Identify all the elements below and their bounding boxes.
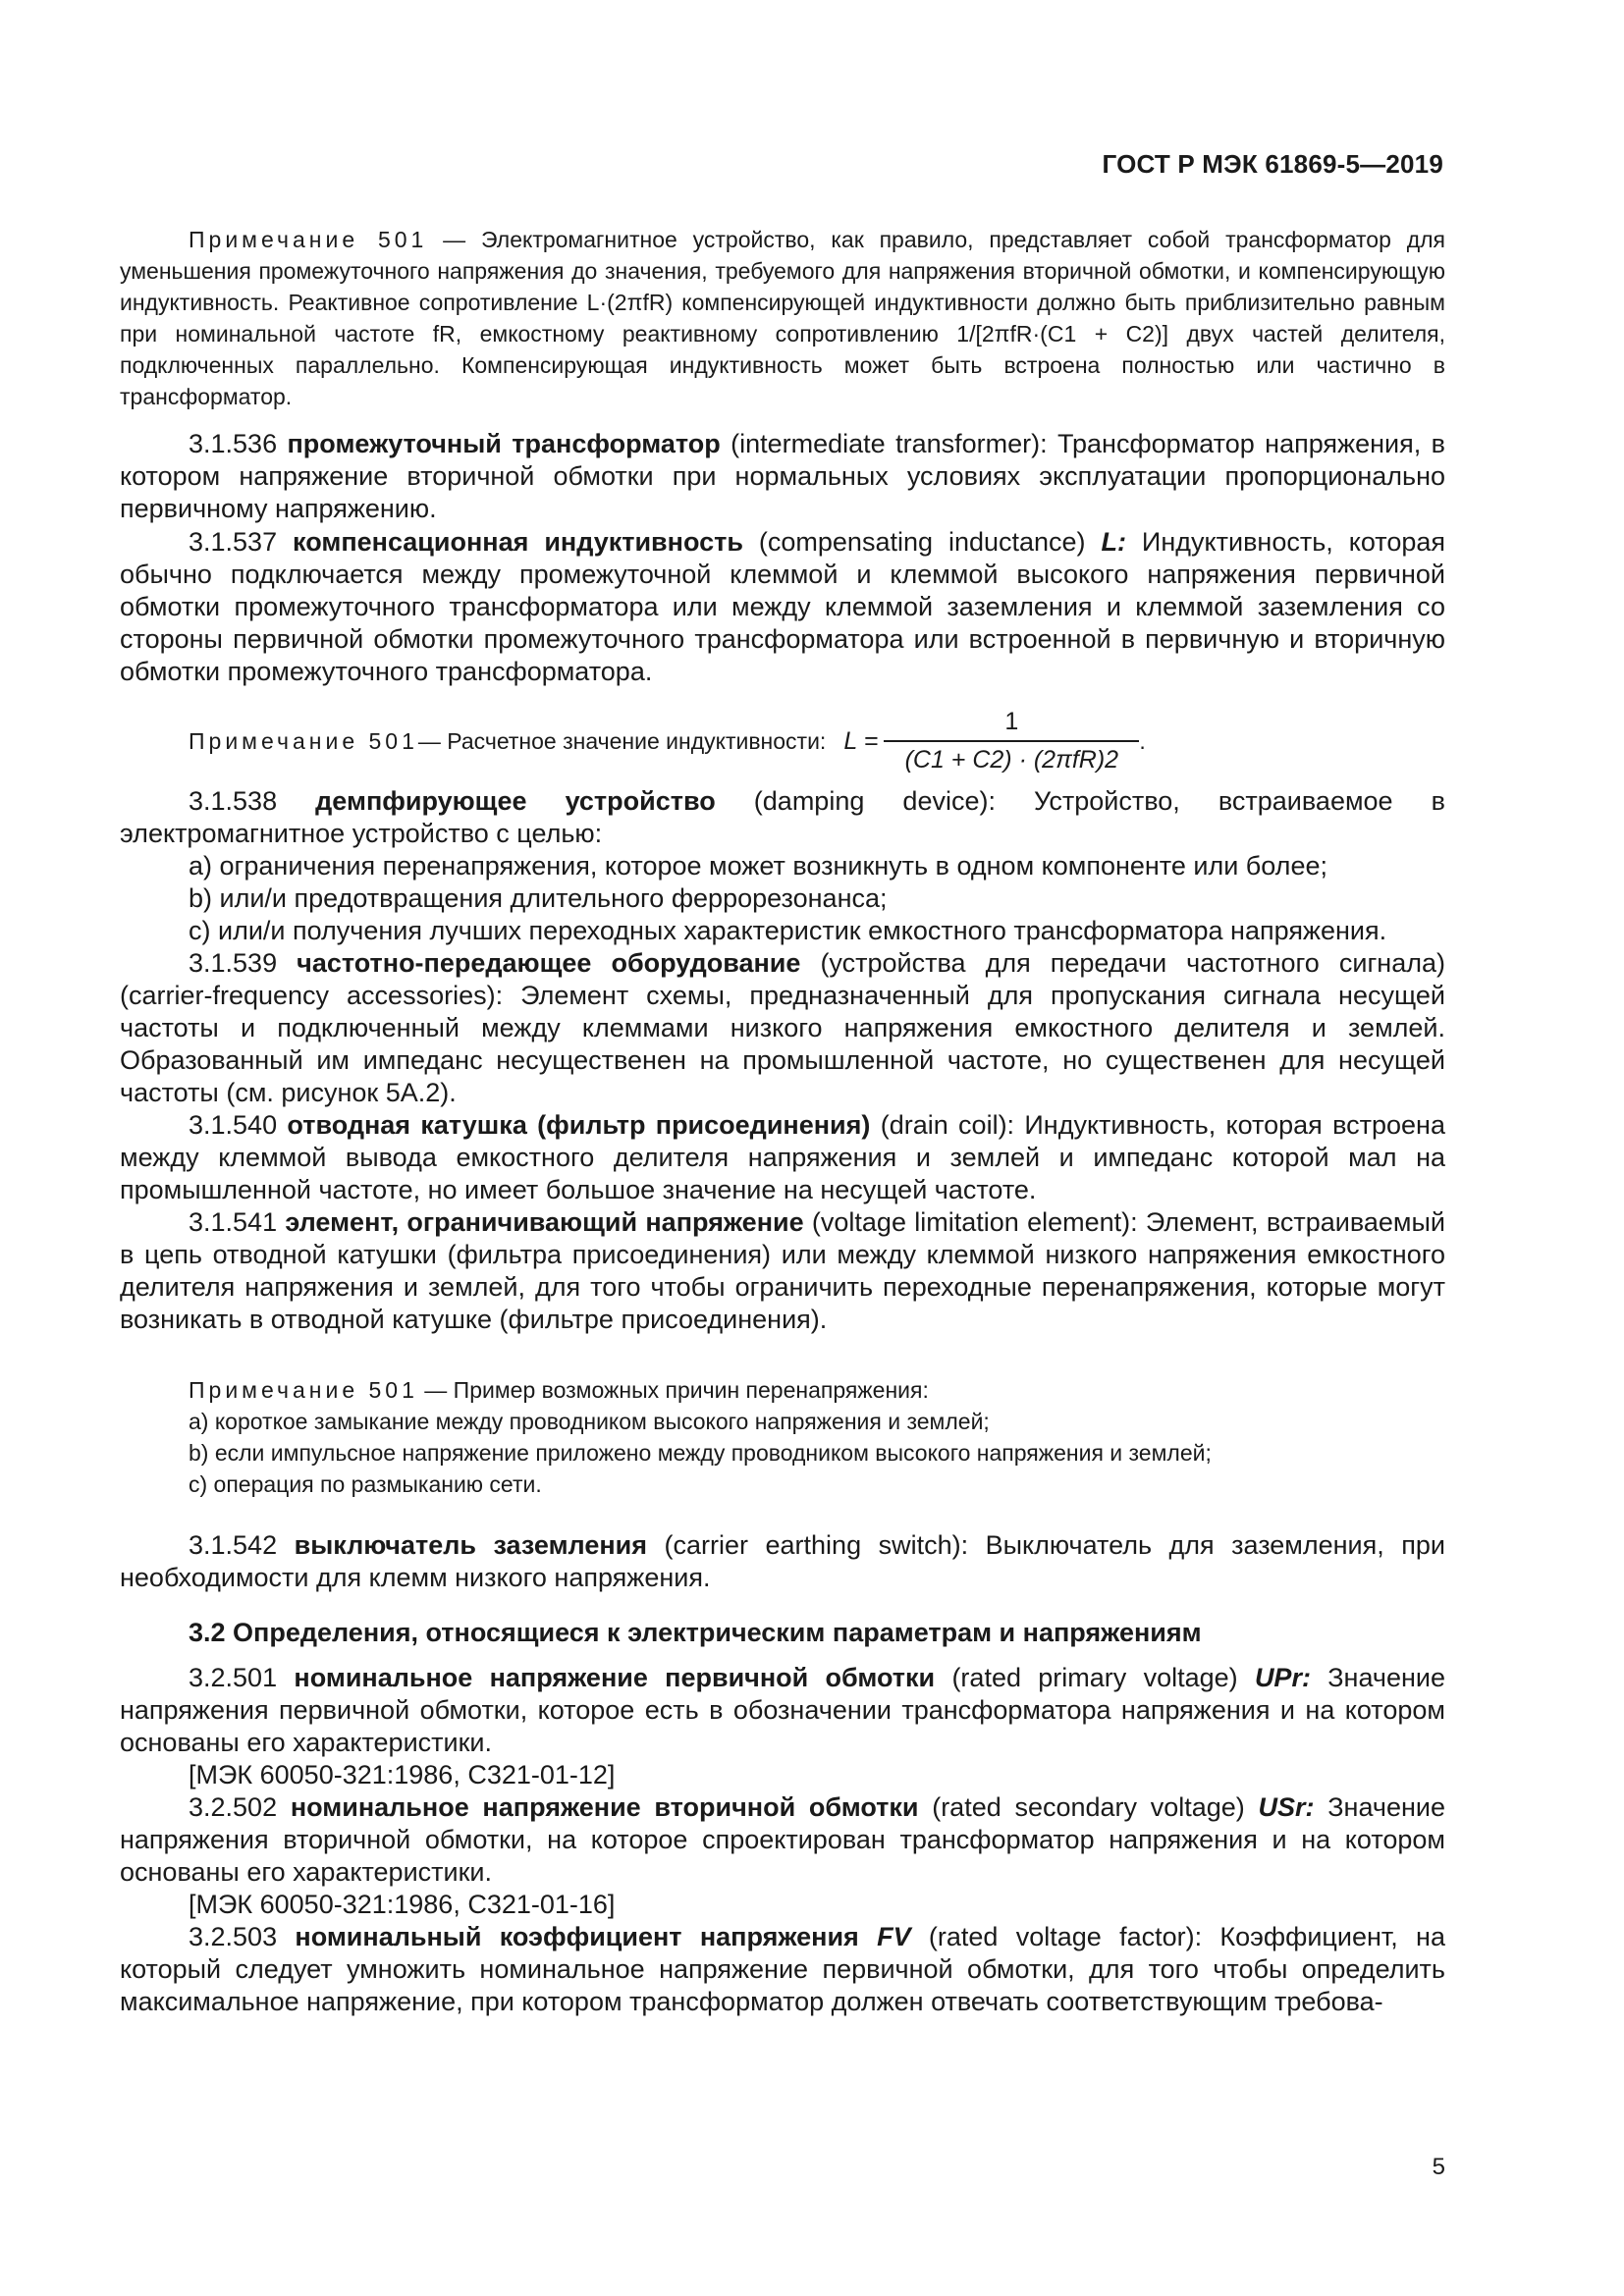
formula-end: . <box>1139 727 1146 754</box>
term-name: выключатель заземления <box>294 1530 648 1560</box>
formula-numerator: 1 <box>1004 708 1019 735</box>
note-text: — Расчетное значение индуктивности: <box>417 727 827 754</box>
note-501-overvoltage-causes <box>120 1374 1445 1500</box>
term-english: (compensating inductance) <box>742 527 1102 557</box>
term-3-1-536 <box>120 428 1445 525</box>
term-symbol: FV <box>877 1922 911 1951</box>
list-item: a) ограничения перенапряжения, которое может возникнуть в одном компоненте или более; <box>189 851 1327 881</box>
reference-citation: [МЭК 60050-321:1986, С321-01-16] <box>189 1890 616 1919</box>
list-item: c) или/и получения лучших переходных характеристик емкостного трансформатора напряжения. <box>189 916 1387 945</box>
term-3-2-501 <box>120 1662 1445 1759</box>
term-3-2-502 <box>120 1791 1445 1889</box>
term-definition: (устройства для передачи частотного сигнала) (carrier-frequency accessories): Элемент схемы, предназначенный для пропускания сигнала несущей частоты и подключенный между клеммами низкого напряжения емкостного делителя и землей. Образованный им импеданс несущественен на промышленной частоте, но существенен для несущей частоты (см. рисунок 5А.2). <box>120 948 1445 1107</box>
term-3-1-539 <box>120 947 1445 1109</box>
term-definition: Индуктивность, которая обычно подключается между промежуточной клеммой и клеммой высокого напряжения первичной обмотки промежуточного трансформатора или между клеммой заземления и клеммой заземления со стороны первичной обмотки промежуточного трансформатора или встроенной в первичную и вторичную обмотки промежуточного трансформатора. <box>120 527 1445 686</box>
reference-citation: [МЭК 60050-321:1986, С321-01-12] <box>189 1760 616 1789</box>
section-heading: 3.2 Определения, относящиеся к электрическим параметрам и напряжениям <box>189 1618 1202 1647</box>
term-number: 3.1.536 <box>189 429 278 458</box>
term-number: 3.1.541 <box>189 1207 278 1237</box>
note-text: — Пример возможных причин перенапряжения: <box>417 1377 929 1403</box>
term-definition: (voltage limitation element): Элемент, встраиваемый в цепь отводной катушки (фильтра присоединения) или между клеммой низкого напряжения емкостного делителя напряжения и землей, для того чтобы ограничить переходные перенапряжения, которые могут возникать в отводной катушке (фильтре присоединения). <box>120 1207 1445 1334</box>
formula-variable: L = <box>843 726 879 755</box>
term-name: отводная катушка (фильтр присоединения) <box>287 1110 871 1140</box>
term-3-2-503 <box>120 1921 1445 2018</box>
term-number: 3.1.537 <box>189 527 278 557</box>
term-number: 3.1.539 <box>189 948 278 978</box>
term-3-1-542 <box>120 1529 1445 1594</box>
term-definition: (intermediate transformer): Трансформатор напряжения, в котором напряжение вторичной обмотки при нормальных условиях эксплуатации пропорционально первичному напряжению. <box>120 429 1445 523</box>
term-number: 3.1.542 <box>189 1530 278 1560</box>
list-item: b) если импульсное напряжение приложено между проводником высокого напряжения и землей; <box>189 1440 1212 1466</box>
term-definition: (damping device): Устройство, встраиваемое в электромагнитное устройство с целью: <box>120 786 1445 848</box>
list-item: b) или/и предотвращения длительного феррорезонанса; <box>189 883 888 913</box>
note-label: Примечание 501 <box>189 727 418 754</box>
term-3-1-537 <box>120 526 1445 688</box>
list-item: a) короткое замыкание между проводником высокого напряжения и землей; <box>189 1409 990 1434</box>
formula-fraction <box>884 708 1139 774</box>
term-definition: (carrier earthing switch): Выключатель для заземления, при необходимости для клемм низкого напряжения. <box>120 1530 1445 1592</box>
term-name: демпфирующее устройство <box>315 786 716 816</box>
term-name: номинальный коэффициент напряжения <box>295 1922 859 1951</box>
note-501-inductance-formula <box>189 707 1146 775</box>
term-number: 3.2.501 <box>189 1663 278 1692</box>
term-3-1-538 <box>120 785 1445 850</box>
term-name: элемент, ограничивающий напряжение <box>285 1207 804 1237</box>
term-symbol: UPr: <box>1254 1663 1311 1692</box>
term-definition: (drain coil): Индуктивность, которая встроена между клеммой вывода емкостного делителя напряжения и землей и импеданс которой мал на промышленной частоте, но имеет большое значение на несущей частоте. <box>120 1110 1445 1204</box>
formula-denominator: (C1 + C2) · (2πfR)2 <box>904 746 1119 774</box>
term-name: компенсационная индуктивность <box>293 527 743 557</box>
note-label: Примечание 501 <box>189 227 428 252</box>
term-english: (rated primary voltage) <box>935 1663 1255 1692</box>
term-symbol: L: <box>1101 527 1126 557</box>
standard-designation: ГОСТ Р МЭК 61869-5—2019 <box>1102 149 1443 179</box>
term-name: промежуточный трансформатор <box>287 429 721 458</box>
note-text: — Электромагнитное устройство, как правило, представляет собой трансформатор для уменьшения промежуточного напряжения до значения, требуемого для напряжения вторичной обмотки, и компенсирующую индуктивность. Реактивное сопротивление L·(2πfR) компенсирующей индуктивности должно быть приблизительно равным при номинальной частоте fR, емкостному реактивному сопротивлению 1/[2πfR·(C1 + C2)] двух частей делителя, подключенных параллельно. Компенсирующая индуктивность может быть встроена полностью или частично в трансформатор. <box>120 227 1445 409</box>
term-number: 3.2.502 <box>189 1792 278 1822</box>
note-501-electromagnetic <box>120 224 1445 412</box>
term-definition: (rated voltage factor): Коэффициент, на который следует умножить номинальное напряжение первичной обмотки, для того чтобы определить максимальное напряжение, при котором трансформатор должен отвечать соответствующим требова- <box>120 1922 1445 2016</box>
term-name: номинальное напряжение вторичной обмотки <box>290 1792 919 1822</box>
term-3-1-541 <box>120 1206 1445 1336</box>
term-definition: Значение напряжения первичной обмотки, которое есть в обозначении трансформатора напряжения и на котором основаны его характеристики. <box>120 1663 1445 1757</box>
term-name: номинальное напряжение первичной обмотки <box>294 1663 936 1692</box>
term-number: 3.1.540 <box>189 1110 278 1140</box>
term-3-1-540 <box>120 1109 1445 1206</box>
term-number: 3.1.538 <box>189 786 278 816</box>
note-label: Примечание 501 <box>189 1377 418 1403</box>
term-name: частотно-передающее оборудование <box>297 948 801 978</box>
list-item: c) операция по размыканию сети. <box>189 1471 542 1497</box>
term-definition: Значение напряжения вторичной обмотки, на которое спроектирован трансформатор напряжения и на котором основаны его характеристики. <box>120 1792 1445 1887</box>
term-symbol: USr: <box>1258 1792 1315 1822</box>
term-number: 3.2.503 <box>189 1922 278 1951</box>
term-english: (rated secondary voltage) <box>918 1792 1259 1822</box>
page-number: 5 <box>1432 2154 1445 2180</box>
